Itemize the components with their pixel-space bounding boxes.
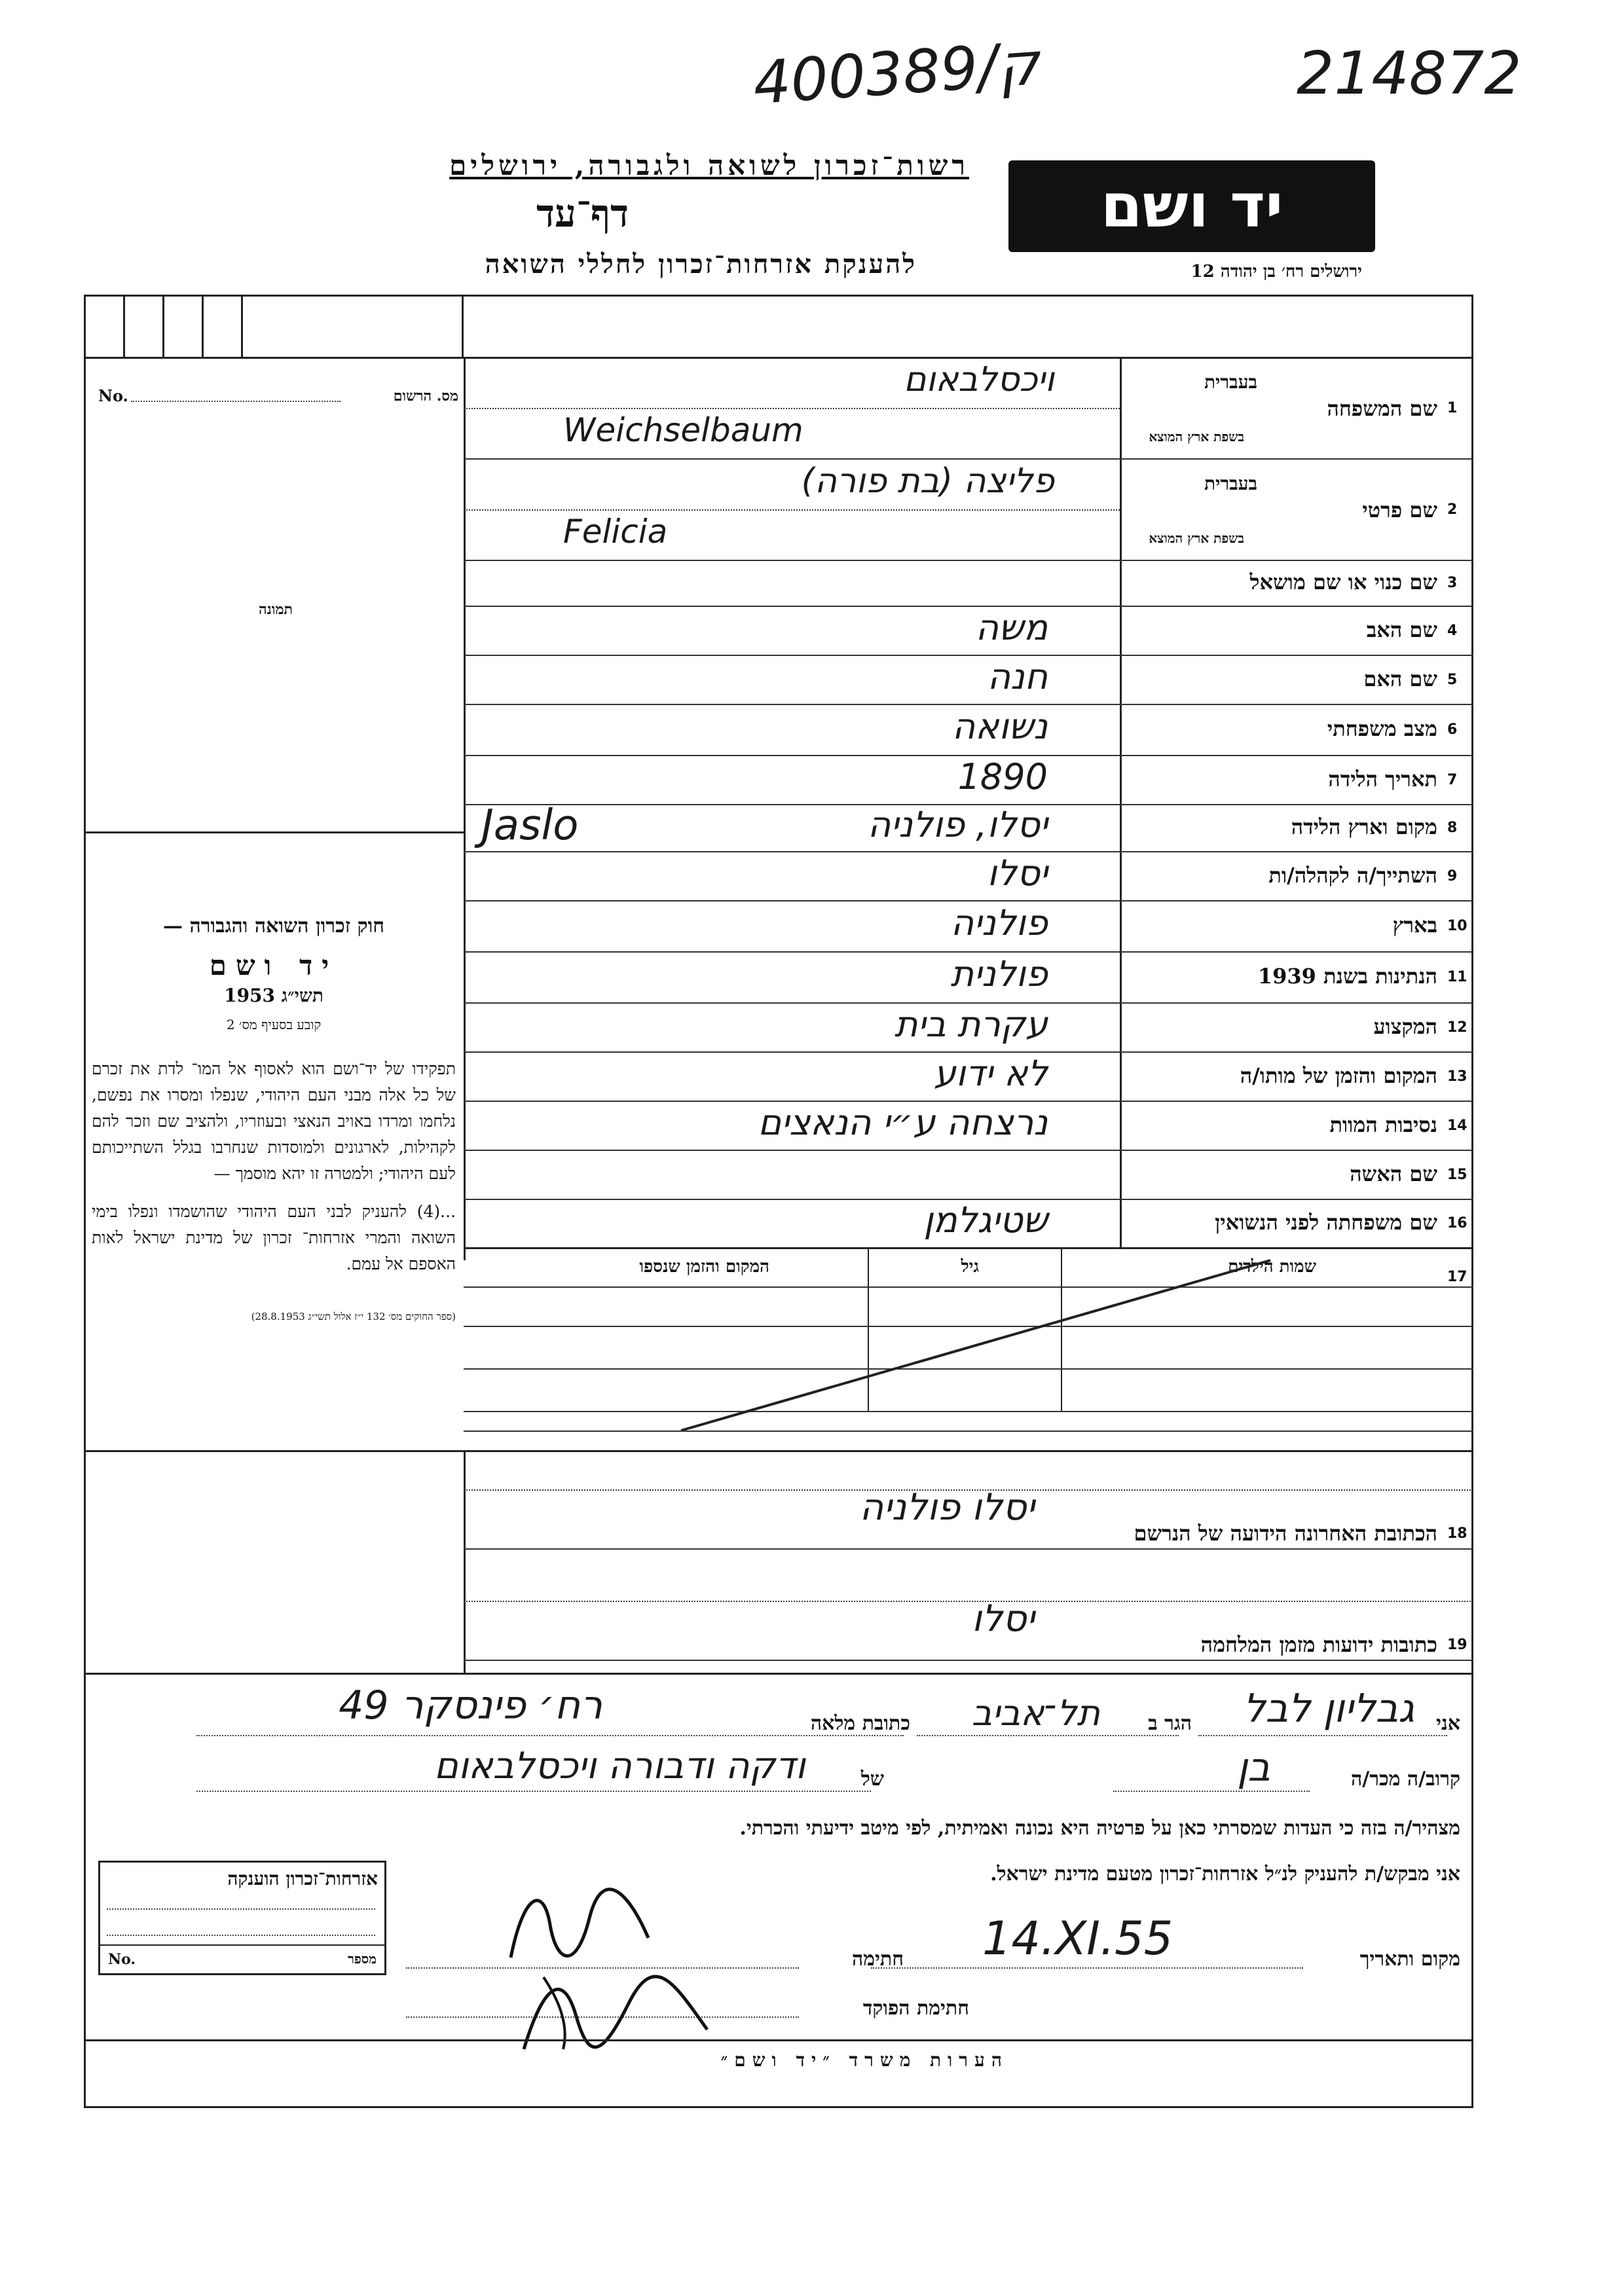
field-value-latin: Jaslo <box>481 801 579 850</box>
field-number: 13 <box>1447 1068 1467 1085</box>
office-notes-label: הערות משרד ״יד ושם״ <box>720 2049 1008 2071</box>
field-number: 1 <box>1447 399 1458 416</box>
law-title: חוק זכרון השואה והגבורה — <box>163 915 384 938</box>
address-col-divider <box>464 1450 466 1673</box>
field-sub-line <box>464 408 1120 409</box>
field-label: תאריך הלידה <box>1328 766 1437 792</box>
left-panel-split <box>84 831 464 833</box>
field-number: 10 <box>1447 918 1467 934</box>
registry-boxes <box>84 295 464 357</box>
address-number: 18 <box>1447 1525 1467 1542</box>
field-row-line <box>464 951 1473 953</box>
field-sub-origin: בשפת ארץ המוצא <box>1149 530 1244 546</box>
declarant-name: גבליון לבל <box>1243 1686 1414 1732</box>
field-number: 7 <box>1447 771 1458 788</box>
field-value: חנה <box>987 655 1048 697</box>
field-row-line <box>464 606 1473 607</box>
field-number: 8 <box>1447 820 1458 836</box>
field-value: משה <box>975 606 1048 648</box>
field-label: הנתינות בשנת 1939 <box>1257 964 1437 989</box>
field-label: מצב משפחתי <box>1327 716 1437 741</box>
children-num: 17 <box>1447 1269 1467 1285</box>
children-col-age: גיל <box>961 1257 979 1277</box>
citizenship-no-label: No. <box>108 1951 136 1968</box>
field-row-line <box>464 851 1473 852</box>
law-source: (ספר החוקים מס׳ 132 י״ז אלול תשי״ג 28.8.1953) <box>251 1311 456 1322</box>
org-name: רשות־זכרון לשואה ולגבורה, ירושלים <box>449 149 969 181</box>
field-number: 2 <box>1447 501 1458 518</box>
field-value: יסלו, פולניה <box>868 804 1048 845</box>
photo-label: תמונה <box>259 601 293 618</box>
registry-no-label: No. <box>98 386 128 405</box>
field-row-line <box>464 655 1473 656</box>
field-value: לא ידוע <box>933 1052 1048 1094</box>
addresses-bottom-line <box>84 1673 1473 1675</box>
children-bottom-line <box>84 1450 1473 1452</box>
field-value: פולנית <box>950 953 1048 994</box>
field-value: פולניה <box>950 902 1048 943</box>
label-col-divider <box>1120 357 1122 1247</box>
relative-label: קרוב/ה מכר/ה <box>1351 1768 1460 1791</box>
form-title: דף־עד <box>536 191 629 236</box>
address-label: כתובות ידועות מזמן המלחמה <box>1200 1632 1437 1657</box>
of-label: של <box>860 1768 884 1791</box>
children-strikeout <box>674 1254 1277 1437</box>
archive-number-left: 400389/ק <box>750 29 1042 118</box>
field-value: שטיגלמן <box>923 1199 1048 1241</box>
registry-label: מס. הרשום <box>393 388 458 405</box>
field-sub-origin: בשפת ארץ המוצא <box>1149 429 1244 445</box>
field-label: השתייך/ה לקהלה/ות <box>1268 862 1437 888</box>
field-number: 4 <box>1447 622 1458 639</box>
field-value: 1890 <box>957 756 1048 797</box>
field-number: 11 <box>1447 969 1467 985</box>
request-text: אני מבקש/ת להעניק לנ״ל אזרחות־זכרון מטעם מדינת ישראל. <box>990 1863 1460 1886</box>
place-date-line <box>871 1967 1303 1969</box>
field-sub-hebrew: בעברית <box>1204 473 1257 494</box>
address-label: הכתובת האחרונה הידועה של הנרשם <box>1134 1521 1437 1546</box>
field-value-hebrew: ויכסלבאום <box>903 360 1054 399</box>
field-number: 3 <box>1447 575 1458 591</box>
field-label: המקצוע <box>1373 1013 1437 1039</box>
law-name: יד ושם <box>209 949 339 981</box>
field-row-line <box>464 900 1473 902</box>
field-label: שם המשפחה <box>1327 395 1437 421</box>
left-col-divider <box>464 357 466 1260</box>
field-row-line <box>464 1150 1473 1151</box>
law-para2: ...(4) להעניק לבני העם היהודי שהושמדו ונפלו בימי השואה והמרי אזרחות־ זכרון של מדינת ישראל לאות האספם אל עמם. <box>92 1202 456 1273</box>
field-number: 9 <box>1447 867 1458 884</box>
signature-label: חתימה <box>852 1948 904 1971</box>
field-number: 12 <box>1447 1019 1467 1036</box>
address-line <box>464 1548 1473 1550</box>
citizenship-num-label: מספר <box>348 1951 377 1967</box>
children-top-line <box>464 1247 1473 1249</box>
address-line <box>464 1601 1473 1602</box>
declarant-city-line <box>917 1735 1179 1736</box>
logo-address: ירושלים רח׳ בן יהודה 12 <box>1190 262 1362 282</box>
field-label: המקום והזמן של מותו/ה <box>1240 1063 1437 1088</box>
declarant-name-line <box>1198 1735 1447 1736</box>
field-label: שם כנוי או שם מושאל <box>1249 570 1437 594</box>
field-value: נשואה <box>952 706 1048 747</box>
address-number: 19 <box>1447 1637 1467 1653</box>
relative-line <box>1113 1791 1310 1792</box>
law-box <box>92 913 456 1330</box>
field-value: נרצחה ע״י הנאצים <box>758 1101 1048 1143</box>
place-date-label: מקום ותאריך <box>1359 1948 1460 1971</box>
field-label: נסיבות המוות <box>1329 1112 1437 1137</box>
declarant-address: רח׳ פינסקר 49 <box>339 1683 602 1728</box>
registry-no-line <box>131 401 341 402</box>
address-line <box>464 1489 1473 1491</box>
declaration-text: מצהיר/ה בזה כי העדות שמסרתי כאן על פרטיה היא נכונה ואמיתית, לפי מיטב ידיעתי והכרתי. <box>739 1817 1460 1840</box>
date-value: 14.XI.55 <box>982 1912 1173 1965</box>
field-value-origin: Weichselbaum <box>563 410 803 449</box>
archive-number-right: 214872 <box>1297 39 1522 108</box>
form-subtitle: להענקת אזרחות־זכרון לחללי השואה <box>485 249 917 280</box>
field-value-hebrew: פליצה (בת פורה) <box>801 462 1054 501</box>
citizenship-box <box>98 1861 386 1975</box>
footer-line <box>84 2039 1473 2041</box>
field-label: שם האב <box>1366 617 1437 642</box>
field-sub-hebrew: בעברית <box>1204 371 1257 393</box>
field-value-origin: Felicia <box>563 512 668 551</box>
field-number: 6 <box>1447 721 1458 738</box>
address-value: יסלו <box>972 1597 1035 1640</box>
declarant-address-label: כתובת מלאה <box>810 1712 910 1735</box>
yad-vashem-logo: יד ושם <box>1008 160 1375 252</box>
field-row-line <box>464 560 1473 561</box>
field-row-line <box>464 458 1473 460</box>
field-row-line <box>464 704 1473 705</box>
field-label: בארץ <box>1392 913 1437 938</box>
field-sub-line <box>464 509 1120 511</box>
declarant-i-label: אני <box>1436 1712 1460 1735</box>
address-value: יסלו פולניה <box>859 1486 1035 1529</box>
declarant-address-line <box>196 1735 904 1736</box>
declarant-city: תל־אביב <box>971 1692 1100 1734</box>
top-strip-line <box>84 357 1473 359</box>
field-label: מקום וארץ הלידה <box>1291 814 1437 839</box>
of-value: ודקה ודבורה ויכסלבאום <box>434 1745 805 1787</box>
law-clause: קובע בסעיף מס׳ 2 <box>226 1017 322 1032</box>
field-label: שם פרטי <box>1362 497 1437 522</box>
children-col-place: המקום והזמן שנספו <box>639 1257 769 1277</box>
citizenship-title: אזרחות־זכרון הוענקה <box>227 1868 378 1889</box>
of-line <box>196 1791 871 1792</box>
field-label: שם משפחתה לפני הנשואין <box>1215 1210 1437 1235</box>
children-extra-line <box>464 1430 1473 1432</box>
field-number: 16 <box>1447 1215 1467 1231</box>
field-number: 15 <box>1447 1166 1467 1183</box>
law-year: תשי״ג 1953 <box>224 985 323 1006</box>
official-signature <box>504 1958 727 2062</box>
official-label: חתימת הפוקד <box>862 1997 969 2020</box>
field-label: שם האשה <box>1350 1161 1437 1186</box>
field-value: יסלו <box>987 852 1048 894</box>
children-col-names: שמות הילדים <box>1228 1257 1316 1277</box>
declarant-resides-label: הגר ב <box>1148 1712 1192 1735</box>
field-number: 5 <box>1447 671 1458 688</box>
relative-value: בן <box>1236 1745 1270 1791</box>
address-line <box>464 1660 1473 1661</box>
law-para1: תפקידו של יד־ושם הוא לאסוף אל המו־ לדת את זכרם של כל אלה מבני העם היהודי, שנפלו ומסרו את נפשם, נלחמו ומרדו באויב הנאצי ובעוזריו, ולהציב שם וזכר להם לקהילות, לארגונים ולמוסדות שנחרבו בגלל השתייכותם לעם היהודי; ולמטרה זו יהא מוסמך — <box>92 1059 456 1183</box>
field-label: שם האם <box>1363 666 1437 691</box>
field-value: עקרת בית <box>894 1003 1048 1045</box>
field-number: 14 <box>1447 1117 1467 1134</box>
